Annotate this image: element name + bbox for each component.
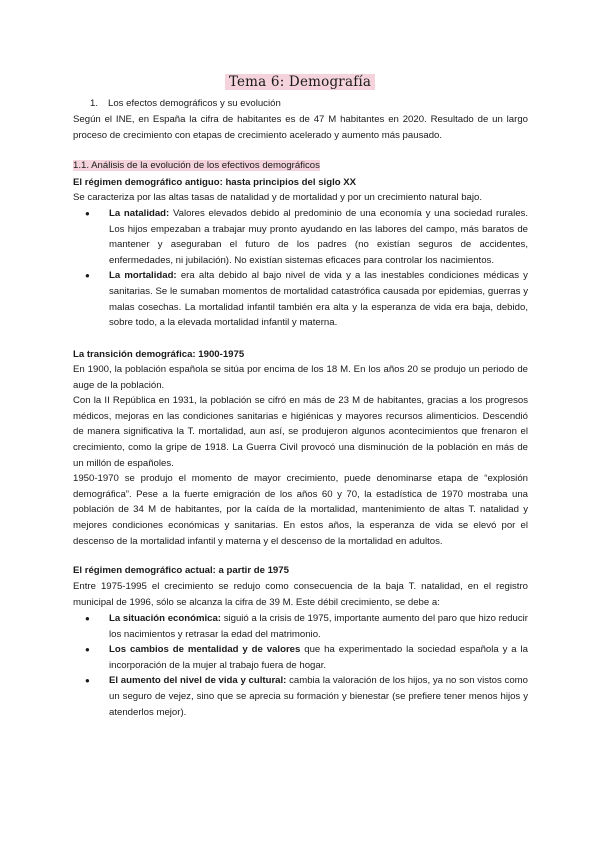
- bullet-term: La situación económica:: [109, 613, 222, 624]
- section-1-heading-text: Los efectos demográficos y su evolución: [108, 98, 281, 109]
- list-item: [73, 673, 528, 720]
- actual-intro: Entre 1975-1995 el crecimiento se redujo como consecuencia de la baja T. natalidad, en el registro municipal de 1996, sólo se alcanza la cifra de 39 M. Este débil crecimiento, se debe a:: [73, 581, 528, 608]
- transicion-heading: La transición demográfica: 1900-1975: [73, 349, 245, 360]
- actual-heading: El régimen demográfico actual: a partir de 1975: [73, 565, 289, 576]
- bullet-term: La natalidad:: [109, 208, 170, 219]
- bullet-term: Los cambios de mentalidad y de valores: [109, 644, 301, 656]
- actual-bullet-list: [73, 611, 528, 720]
- section-1-intro: Según el INE, en España la cifra de habitantes es de 47 M habitantes en 2020. Resultado de un largo proceso de crecimiento con etapas de crecimiento acelerado y aumento más pausado.: [73, 114, 528, 141]
- subsection-heading: [73, 158, 528, 174]
- list-item: [73, 642, 528, 673]
- bullet-text: cambia la valoración de los hijos, ya no son vistos como un seguro de vejez, sino que se aprecia su formación y bienestar (se prefiere tener menos hijos y atenderlos mejor).: [109, 675, 528, 718]
- list-item: [73, 611, 528, 642]
- paragraph: Con la II República en 1931, la población se cifró en más de 23 M de habitantes, gracias a los progresos médicos, mejoras en las condiciones sanitarias e higiénicas y mayores recursos alimenticios. Descendió de manera significativa la T. mortalidad, aun así, se produjeron algunos acontecimientos que frenaron el crecimiento, como la gripe de 1918. La Guerra Civil provocó una disminución de la población en más de un millón de españoles.: [73, 395, 528, 469]
- bullet-text: Valores elevados debido al predominio de una economía y una sociedad rurales. Los hijos empezaban a trabajar muy pronto ayudando en las labores del campo, más baratos de mantener y aseguraban el futuro de los padres (no existían seguros de accidentes, enfermedades, ni jubilación). No existían sistemas eficaces para controlar los nacimientos.: [109, 208, 529, 266]
- list-item: [73, 206, 528, 268]
- paragraph: 1950-1970 se produjo el momento de mayor crecimiento, puede denominarse etapa de “explosión demográfica”. Pese a la fuerte emigración de los años 60 y 70, la estadística de 1970 mostraba una población de 34 M de habitantes, por la caída de la mortalidad, mantenimiento de altas T. natalidad y mejores condiciones económicas y sanitarias. En estos años, la esperanza de vida se elevó por el descenso de la mortalidad infantil y materna y el descenso de la mortalidad en adultos.: [73, 473, 528, 547]
- transicion-paragraphs: [73, 362, 528, 549]
- antiguo-heading: El régimen demográfico antiguo: hasta principios del siglo XX: [73, 177, 357, 188]
- bullet-text: que ha experimentado la sociedad española y a la incorporación de la mujer al trabajo fuera de hogar.: [109, 644, 529, 671]
- bullet-term: El aumento del nivel de vida y cultural:: [109, 675, 287, 687]
- page-title-text: Tema 6: Demografía: [225, 74, 375, 90]
- bullet-text: siguió a la crisis de 1975, importante aumento del paro que hizo reducir los nacimientos y retrasar la edad del matrimonio.: [109, 613, 528, 640]
- list-item: [73, 268, 528, 330]
- antiguo-bullet-list: [73, 206, 528, 331]
- bullet-term: La mortalidad:: [109, 270, 177, 282]
- subsection-heading-text: 1.1. Análisis de la evolución de los efectivos demográficos: [73, 160, 320, 171]
- section-1-heading: [90, 96, 530, 112]
- bullet-text: era alta debido al bajo nivel de vida y a las inestables condiciones médicas y sanitarias. Se le sumaban momentos de mortalidad catastrófica causada por epidemias, guerras y malas cosechas. La mortalidad infantil también era alta y la esperanza de vida era baja, debido, sobre todo, a la elevada mortalidad infantil y materna.: [109, 270, 528, 329]
- page-title: [0, 74, 600, 90]
- section-1-number: 1.: [90, 98, 99, 109]
- paragraph: En 1900, la población española se sitúa por encima de los 18 M. En los años 20 se produjo un periodo de auge de la población.: [73, 364, 528, 391]
- antiguo-intro: Se caracteriza por las altas tasas de natalidad y de mortalidad y por un crecimiento natural bajo.: [73, 192, 483, 203]
